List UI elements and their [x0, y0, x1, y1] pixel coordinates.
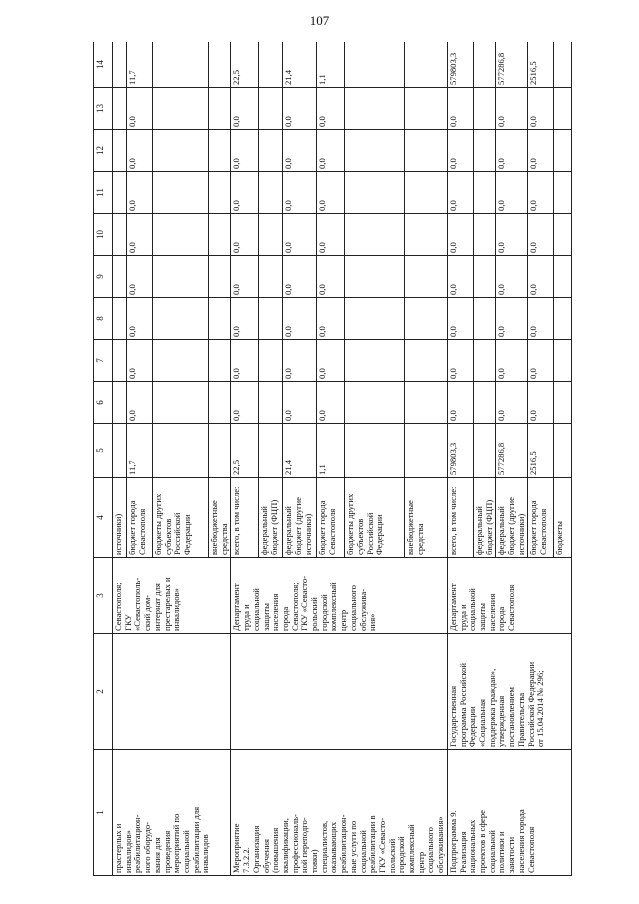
funding-source-cell: федеральный бюджет (другие источники) — [496, 478, 528, 558]
value-cell-col6 — [153, 382, 209, 424]
value-cell-col7 — [209, 340, 231, 382]
value-cell-col14 — [554, 42, 572, 88]
value-cell-col6: 0,0 — [127, 382, 153, 424]
value-cell-col11: 0,0 — [231, 172, 259, 214]
value-cell-col14: 1,1 — [317, 42, 345, 88]
funding-source-cell: федеральный бюджет (ФЦП) — [473, 478, 495, 558]
value-cell-col5 — [209, 424, 231, 478]
value-cell-col8: 0,0 — [231, 298, 259, 340]
value-cell-col13 — [554, 88, 572, 130]
value-cell-col12: 0,0 — [447, 130, 473, 172]
value-cell-col5: 577286,8 — [496, 424, 528, 478]
value-cell-col11 — [153, 172, 209, 214]
value-cell-col9 — [473, 256, 495, 298]
value-cell-col11 — [345, 172, 405, 214]
value-cell-col14: 2516,5 — [528, 42, 554, 88]
funding-source-cell: федеральный бюджет (ФЦП) — [259, 478, 283, 558]
value-cell-col7 — [153, 340, 209, 382]
executor-cell: Департамент труда и социальной защиты населения города Севастополя; ГКУ «Севасто- pольский городской комплексный центр социального обслужива- ния» — [231, 558, 447, 634]
value-cell-col6: 0,0 — [231, 382, 259, 424]
value-cell-col10 — [153, 214, 209, 256]
value-cell-col7: 0,0 — [283, 340, 317, 382]
value-cell-col6 — [209, 382, 231, 424]
value-cell-col6 — [405, 382, 448, 424]
column-header-2: 2 — [94, 634, 113, 750]
value-cell-col6: 0,0 — [447, 382, 473, 424]
value-cell-col6: 0,0 — [528, 382, 554, 424]
value-cell-col7: 0,0 — [447, 340, 473, 382]
value-cell-col11 — [209, 172, 231, 214]
value-cell-col6 — [473, 382, 495, 424]
value-cell-col5: 2516,5 — [528, 424, 554, 478]
value-cell-col11 — [405, 172, 448, 214]
funding-source-cell: бюджеты других субъектов Российской Федерации — [345, 478, 405, 558]
value-cell-col12: 0,0 — [283, 130, 317, 172]
funding-source-cell: всего, в том числе: — [231, 478, 259, 558]
funding-source-cell: всего, в том числе: — [447, 478, 473, 558]
executor-cell: Департамент труда и социальной защиты населения города Севастополя — [447, 558, 572, 634]
funding-source-cell: внебюджетные средства — [209, 478, 231, 558]
value-cell-col14: 21,4 — [283, 42, 317, 88]
column-header-10: 10 — [94, 214, 113, 256]
funding-source-cell: федеральный бюджет (другие источники) — [283, 478, 317, 558]
value-cell-col9 — [405, 256, 448, 298]
value-cell-col5 — [554, 424, 572, 478]
value-cell-col9 — [153, 256, 209, 298]
value-cell-col13: 0,0 — [317, 88, 345, 130]
value-cell-col6: 0,0 — [283, 382, 317, 424]
value-cell-col8 — [473, 298, 495, 340]
value-cell-col9 — [554, 256, 572, 298]
column-header-1: 1 — [94, 750, 113, 876]
value-cell-col14: 577286,8 — [496, 42, 528, 88]
value-cell-col5 — [259, 424, 283, 478]
value-cell-col7: 0,0 — [317, 340, 345, 382]
value-cell-col12: 0,0 — [231, 130, 259, 172]
value-cell-col11: 0,0 — [317, 172, 345, 214]
column-header-4: 4 — [94, 478, 113, 558]
value-cell-col7: 0,0 — [231, 340, 259, 382]
column-header-14: 14 — [94, 42, 113, 88]
value-cell-col5: 22,5 — [231, 424, 259, 478]
value-cell-col9: 0,0 — [283, 256, 317, 298]
value-cell-col7: 0,0 — [496, 340, 528, 382]
funding-source-cell: бюджет города Севастополя — [317, 478, 345, 558]
value-cell-col9 — [113, 256, 127, 298]
value-cell-col8 — [345, 298, 405, 340]
value-cell-col7 — [259, 340, 283, 382]
value-cell-col8: 0,0 — [127, 298, 153, 340]
value-cell-col6 — [554, 382, 572, 424]
value-cell-col13 — [153, 88, 209, 130]
column-header-12: 12 — [94, 130, 113, 172]
value-cell-col11: 0,0 — [496, 172, 528, 214]
value-cell-col8 — [153, 298, 209, 340]
value-cell-col9: 0,0 — [528, 256, 554, 298]
value-cell-col12 — [209, 130, 231, 172]
funding-source-cell: источники) — [113, 478, 127, 558]
value-cell-col7 — [345, 340, 405, 382]
value-cell-col12 — [405, 130, 448, 172]
value-cell-col12: 0,0 — [528, 130, 554, 172]
value-cell-col12 — [473, 130, 495, 172]
value-cell-col11: 0,0 — [127, 172, 153, 214]
value-cell-col9 — [209, 256, 231, 298]
value-cell-col11 — [113, 172, 127, 214]
column-header-11: 11 — [94, 172, 113, 214]
value-cell-col13 — [405, 88, 448, 130]
value-cell-col8 — [209, 298, 231, 340]
column-header-9: 9 — [94, 256, 113, 298]
value-cell-col14 — [153, 42, 209, 88]
column-header-8: 8 — [94, 298, 113, 340]
funding-source-cell: бюджет города Севастополя — [528, 478, 554, 558]
table-row — [447, 42, 473, 876]
executor-cell: Севастополя; ГКУ «Севастополь- ский дом- интернат для престарелых и инвалидов» — [113, 558, 231, 634]
value-cell-col12 — [554, 130, 572, 172]
value-cell-col7 — [113, 340, 127, 382]
value-cell-col6: 0,0 — [496, 382, 528, 424]
value-cell-col5: 579803,3 — [447, 424, 473, 478]
value-cell-col13: 0,0 — [231, 88, 259, 130]
value-cell-col13: 0,0 — [447, 88, 473, 130]
value-cell-col10 — [113, 214, 127, 256]
header-row — [94, 42, 113, 876]
funding-source-cell: бюджет города Севастополя — [127, 478, 153, 558]
value-cell-col12 — [259, 130, 283, 172]
value-cell-col13: 0,0 — [283, 88, 317, 130]
value-cell-col7 — [405, 340, 448, 382]
value-cell-col11: 0,0 — [283, 172, 317, 214]
value-cell-col8 — [405, 298, 448, 340]
value-cell-col13: 0,0 — [496, 88, 528, 130]
value-cell-col8: 0,0 — [528, 298, 554, 340]
value-cell-col9: 0,0 — [496, 256, 528, 298]
value-cell-col14: 579803,3 — [447, 42, 473, 88]
value-cell-col10 — [209, 214, 231, 256]
column-header-13: 13 — [94, 88, 113, 130]
value-cell-col12 — [113, 130, 127, 172]
rotated-table-container — [93, 42, 596, 876]
value-cell-col14 — [209, 42, 231, 88]
page-number: 107 — [309, 13, 330, 28]
value-cell-col12: 0,0 — [496, 130, 528, 172]
value-cell-col6 — [345, 382, 405, 424]
value-cell-col8 — [554, 298, 572, 340]
value-cell-col13 — [473, 88, 495, 130]
value-cell-col9 — [345, 256, 405, 298]
value-cell-col12 — [153, 130, 209, 172]
value-cell-col9 — [259, 256, 283, 298]
value-cell-col14: 22,5 — [231, 42, 259, 88]
legal-basis-cell: Государственная программа Российской Федерации «Социальная поддержка граждан», утвержденная постановлением Правительства Российской Федерации от 15.04.2014 № 296; — [447, 634, 572, 750]
value-cell-col10: 0,0 — [231, 214, 259, 256]
activity-name-cell: прастерлых и инвалидов» реабилитацион- ного оборудо- вания для проведения мероприятий по социальной реабилитации для инвалидов — [113, 750, 231, 876]
value-cell-col10: 0,0 — [127, 214, 153, 256]
value-cell-col9: 0,0 — [447, 256, 473, 298]
value-cell-col5 — [405, 424, 448, 478]
value-cell-col11: 0,0 — [447, 172, 473, 214]
column-header-3: 3 — [94, 558, 113, 634]
value-cell-col6 — [113, 382, 127, 424]
value-cell-col14 — [259, 42, 283, 88]
value-cell-col6 — [259, 382, 283, 424]
value-cell-col8: 0,0 — [317, 298, 345, 340]
value-cell-col5: 1,1 — [317, 424, 345, 478]
value-cell-col13 — [113, 88, 127, 130]
legal-basis-cell — [113, 634, 231, 750]
value-cell-col13: 0,0 — [528, 88, 554, 130]
value-cell-col7: 0,0 — [528, 340, 554, 382]
value-cell-col13: 0,0 — [127, 88, 153, 130]
value-cell-col14 — [473, 42, 495, 88]
value-cell-col8: 0,0 — [447, 298, 473, 340]
value-cell-col14 — [113, 42, 127, 88]
value-cell-col9: 0,0 — [317, 256, 345, 298]
value-cell-col14 — [405, 42, 448, 88]
value-cell-col5 — [153, 424, 209, 478]
value-cell-col8: 0,0 — [496, 298, 528, 340]
budget-table — [93, 42, 572, 876]
value-cell-col12 — [345, 130, 405, 172]
funding-source-cell: внебюджетные средства — [405, 478, 448, 558]
value-cell-col5 — [473, 424, 495, 478]
funding-source-cell: бюджеты — [554, 478, 572, 558]
column-header-5: 5 — [94, 424, 113, 478]
value-cell-col9: 0,0 — [127, 256, 153, 298]
activity-name-cell: Подпрограмма 9. Реализация национальных проектов в сфере социальной политики и занятости населения города Севастополя — [447, 750, 572, 876]
value-cell-col14: 11,7 — [127, 42, 153, 88]
funding-source-cell: бюджеты других субъектов Российской Федерации — [153, 478, 209, 558]
activity-name-cell: Мероприятие 7.3.2.2. Организация обучения (повышения квалификации, профессиональ- ной переподго- товки) специалистов, оказывающих реабилитацион- ные услуги по социальной реабилитации в ГКУ «Севасто- польский городской комплексный центр социального обслуживания» — [231, 750, 447, 876]
value-cell-col5 — [345, 424, 405, 478]
value-cell-col7 — [473, 340, 495, 382]
value-cell-col5 — [113, 424, 127, 478]
value-cell-col11: 0,0 — [528, 172, 554, 214]
value-cell-col13 — [259, 88, 283, 130]
value-cell-col10: 0,0 — [317, 214, 345, 256]
value-cell-col12: 0,0 — [127, 130, 153, 172]
value-cell-col12: 0,0 — [317, 130, 345, 172]
value-cell-col10 — [345, 214, 405, 256]
value-cell-col6: 0,0 — [317, 382, 345, 424]
value-cell-col5: 11,7 — [127, 424, 153, 478]
value-cell-col9: 0,0 — [231, 256, 259, 298]
value-cell-col10: 0,0 — [283, 214, 317, 256]
value-cell-col7: 0,0 — [127, 340, 153, 382]
value-cell-col8: 0,0 — [283, 298, 317, 340]
table-row — [231, 42, 259, 876]
rotated-table — [93, 42, 596, 876]
value-cell-col10 — [405, 214, 448, 256]
value-cell-col10: 0,0 — [528, 214, 554, 256]
value-cell-col13 — [345, 88, 405, 130]
table-row — [113, 42, 127, 876]
value-cell-col5: 21,4 — [283, 424, 317, 478]
value-cell-col11 — [259, 172, 283, 214]
value-cell-col10 — [473, 214, 495, 256]
value-cell-col11 — [473, 172, 495, 214]
legal-basis-cell — [231, 634, 447, 750]
value-cell-col8 — [113, 298, 127, 340]
value-cell-col10 — [554, 214, 572, 256]
column-header-7: 7 — [94, 340, 113, 382]
value-cell-col10: 0,0 — [496, 214, 528, 256]
column-header-6: 6 — [94, 382, 113, 424]
value-cell-col13 — [209, 88, 231, 130]
value-cell-col7 — [554, 340, 572, 382]
value-cell-col10: 0,0 — [447, 214, 473, 256]
value-cell-col10 — [259, 214, 283, 256]
value-cell-col11 — [554, 172, 572, 214]
value-cell-col8 — [259, 298, 283, 340]
value-cell-col14 — [345, 42, 405, 88]
